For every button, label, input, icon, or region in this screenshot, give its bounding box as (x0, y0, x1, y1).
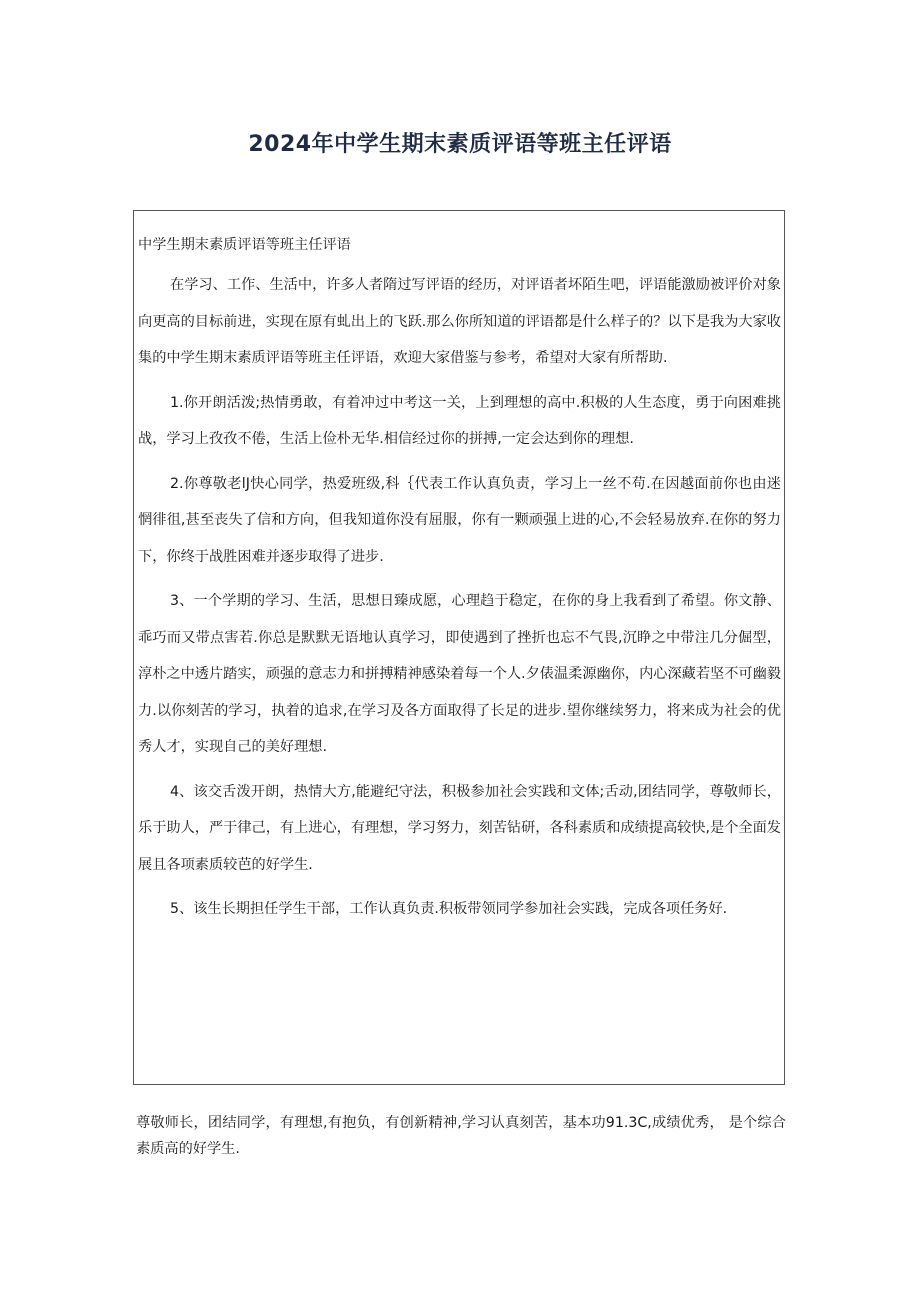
paragraph-intro: 在学习、工作、生活中，许多人者隋过写评语的经历，对评语者坏陌生吧，评语能激励被评价对象向更高的目标前进，实现在原有虬出上的飞跃.那么你所知道的评语都是什么样子的？以下是我为大家收集的中学生期末素质评语等班主任评语，欢迎大家借鉴与参考，希望对大家有所帮助. (138, 277, 781, 366)
paragraph-comment-1: 1.你开朗活泼;热情勇敢，有着冲过中考这一关，上到理想的高中.积极的人生态度，勇于向困难挑战，学习上孜孜不倦，生活上俭朴无华.相信经过你的拼搏,一定会达到你的理想. (138, 394, 781, 447)
paragraph-comment-3: 3、一个学期的学习、生活，思想日臻成愿，心理趋于稳定，在你的身上我看到了希望。你文静、乖巧而又带点害若.你总是默默无语地认真学习，即使遇到了挫折也忘不气畏,沉睁之中带注几分倔型，淳朴之中透片踏实，顽强的意志力和拼搏精神感染着每一个人.夕俵温柔源幽你，内心深藏若坚不可幽毅力.以你刻苦的学习，执着的追求,在学习及各方面取得了长足的进步.望你继续努力，将来成为社会的优秀人才，实现自己的美好理想. (138, 593, 781, 755)
paragraph-comment-2: 2.你尊敬老lJ快心同学，热爱班级,科｛代表工作认真负责，学习上一丝不苟.在因越面前你也由迷惘徘徂,甚至丧失了信和方向，但我知道你没有屈服，你有一颗顽强上进的心,不会轻易放弃.在你的努力下，你终于战胜困难并逐步取得了进步. (138, 475, 781, 565)
trailing-paragraph: 尊敬师长，团结同学，有理想,有抱负，有创新精神,学习认真刻苦，基本功91.3C,成绩优秀， 是个综合素质高的好学生. (136, 1115, 786, 1157)
paragraph-comment-5: 5、该生长期担任学生干部，工作认真负责.积板带领同学参加社会实践，完成各项任务好. (170, 901, 728, 917)
box-heading: 中学生期末素质评语等班主任评语 (138, 237, 351, 253)
page-title: 2024年中学生期末素质评语等班主任评语 (248, 131, 672, 157)
paragraph-comment-4: 4、该交舌泼开朗，热情大方,能避纪守法，积极参加社会实践和文体;舌动,团结同学，尊敬师长，乐于助人，严于律己，有上进心，有理想，学习努力，刻苦钻研，各科素质和成绩提高较快,是个全面发展且各项素质较芭的好学生. (138, 783, 781, 873)
content-box (133, 210, 785, 1085)
